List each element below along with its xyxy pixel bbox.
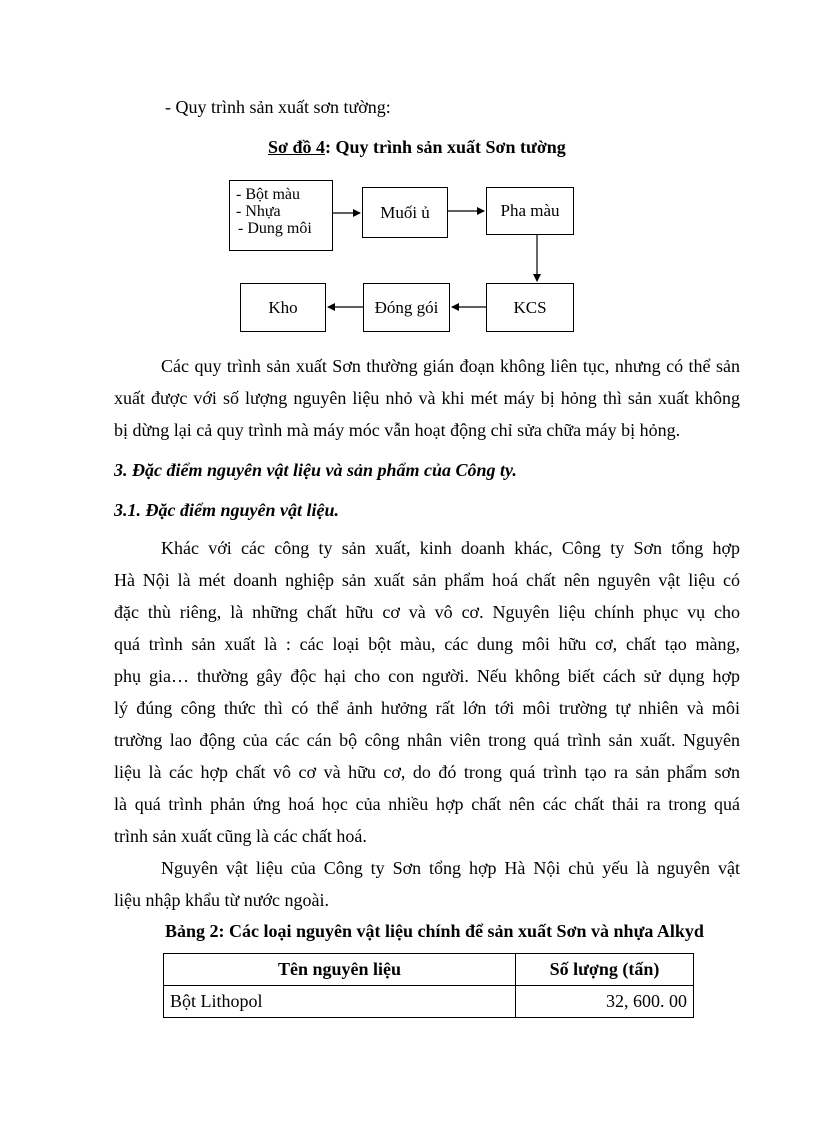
input-item: - Bột màu [236, 186, 300, 203]
step-kho: Kho [240, 283, 326, 332]
paragraph1-line: xuất được với số lượng nguyên liệu nhỏ và khi mét máy bị hỏng thì sản xuất không [114, 388, 740, 408]
table-header-cell: Số lượng (tấn) [516, 954, 694, 986]
materials-table [163, 953, 694, 1018]
paragraph2-line: là quá trình phản ứng hoá học của nhiều hợp chất nên các chất thải ra trong quá [114, 794, 740, 814]
table-header-row [164, 954, 694, 986]
heading-section-3-1: 3.1. Đặc điểm nguyên vật liệu. [114, 500, 339, 520]
paragraph2-line: Hà Nội là mét doanh nghiệp sản xuất sản phẩm hoá chất nên nguyên vật liệu có [114, 570, 740, 590]
paragraph3-line: liệu nhập khẩu từ nước ngoài. [114, 890, 329, 910]
paragraph2-line: phụ gia… thường gây độc hại cho con người. Nếu không biết cách sử dụng hợp [114, 666, 740, 686]
paragraph3-line: Nguyên vật liệu của Công ty Sơn tổng hợp Hà Nội chủ yếu là nguyên vật [161, 858, 740, 878]
step-dong-goi: Đóng gói [363, 283, 450, 332]
paragraph2-line: Khác với các công ty sản xuất, kinh doanh khác, Công ty Sơn tổng hợp [161, 538, 740, 558]
input-item: - Nhựa [236, 203, 281, 220]
diagram-caption-text: : Quy trình sản xuất Sơn tường [325, 137, 566, 157]
paragraph1-line: bị dừng lại cả quy trình mà máy móc vẫn hoạt động chỉ sửa chữa máy bị hỏng. [114, 420, 681, 440]
step-kcs: KCS [486, 283, 574, 332]
table-header-cell: Tên nguyên liệu [164, 954, 516, 986]
intro-line: - Quy trình sản xuất sơn tường: [165, 97, 391, 117]
diagram-caption-label: Sơ đồ 4 [268, 137, 325, 157]
heading-section-3: 3. Đặc điểm nguyên vật liệu và sản phẩm của Công ty. [114, 460, 517, 480]
paragraph2-line: trường lao động của các cán bộ công nhân viên trong quá trình sản xuất. Nguyên [114, 730, 740, 750]
paragraph2-line: liệu là các hợp chất vô cơ và hữu cơ, do đó trong quá trình tạo ra sản phẩm sơn [114, 762, 740, 782]
table-cell-material: Bột Lithopol [164, 986, 516, 1018]
paragraph2-line: trình sản xuất cũng là các chất hoá. [114, 826, 367, 846]
paragraph2-line: đặc thù riêng, là những chất hữu cơ và vô cơ. Nguyên liệu chính phục vụ cho [114, 602, 740, 622]
paragraph1-line: Các quy trình sản xuất Sơn thường gián đoạn không liên tục, nhưng có thể sản [161, 356, 740, 376]
input-item: - Dung môi [238, 220, 312, 237]
table-row [164, 986, 694, 1018]
table-caption: Bảng 2: Các loại nguyên vật liệu chính để sản xuất Sơn và nhựa Alkyd [165, 921, 704, 941]
paragraph2-line: quá trình sản xuất là : các loại bột màu, các dung môi hữu cơ, chất tạo màng, [114, 634, 740, 654]
step-pha-mau: Pha màu [486, 187, 574, 235]
step-muoi-u: Muối ủ [362, 187, 448, 238]
paragraph2-line: lý đúng công thức thì có thể ảnh hưởng rất lớn tới môi trường tự nhiên và môi [114, 698, 740, 718]
table-cell-quantity: 32, 600. 00 [516, 986, 694, 1018]
